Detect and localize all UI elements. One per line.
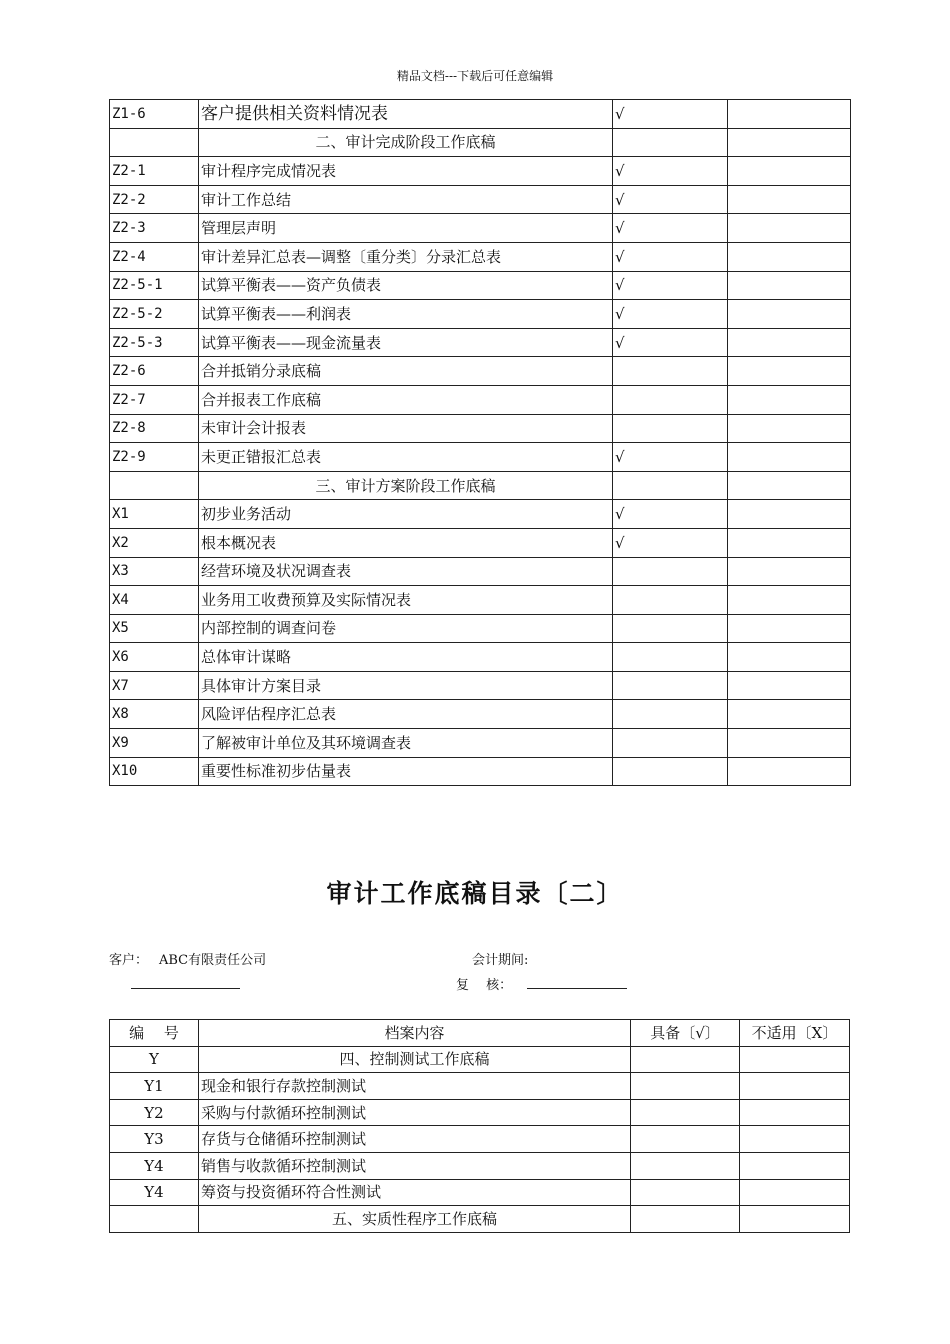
row-content: 内部控制的调查问卷 bbox=[199, 614, 613, 643]
row-content: 筹资与投资循环符合性测试 bbox=[199, 1179, 631, 1206]
table-row bbox=[110, 385, 851, 414]
row-na-mark bbox=[728, 671, 851, 700]
table-row bbox=[110, 1206, 850, 1233]
table-row bbox=[110, 500, 851, 529]
row-have-mark bbox=[613, 414, 728, 443]
table-row bbox=[110, 643, 851, 672]
row-have-mark bbox=[613, 757, 728, 786]
row-code: Z2-2 bbox=[110, 185, 199, 214]
row-na-mark bbox=[740, 1099, 850, 1126]
table-row bbox=[110, 1152, 850, 1179]
row-content: 合并报表工作底稿 bbox=[199, 385, 613, 414]
row-na-mark bbox=[728, 586, 851, 615]
period-label: 会计期间: bbox=[472, 953, 529, 968]
table-row bbox=[110, 100, 851, 129]
row-content: 试算平衡表——现金流量表 bbox=[199, 328, 613, 357]
row-content: 试算平衡表——利润表 bbox=[199, 300, 613, 329]
row-have-mark bbox=[613, 471, 728, 500]
row-content: 管理层声明 bbox=[199, 214, 613, 243]
row-code: X3 bbox=[110, 557, 199, 586]
row-have-mark: √ bbox=[613, 500, 728, 529]
row-na-mark bbox=[728, 357, 851, 386]
row-content: 审计程序完成情况表 bbox=[199, 157, 613, 186]
row-have-mark: √ bbox=[613, 157, 728, 186]
table-row bbox=[110, 300, 851, 329]
table-row bbox=[110, 557, 851, 586]
row-code: Z2-5-2 bbox=[110, 300, 199, 329]
row-content: 销售与收款循环控制测试 bbox=[199, 1152, 631, 1179]
row-na-mark bbox=[728, 414, 851, 443]
row-na-mark bbox=[740, 1073, 850, 1100]
row-content: 存货与仓储循环控制测试 bbox=[199, 1126, 631, 1153]
row-na-mark bbox=[728, 528, 851, 557]
row-content: 具体审计方案目录 bbox=[199, 671, 613, 700]
table-row bbox=[110, 1179, 850, 1206]
row-content: 根本概况表 bbox=[199, 528, 613, 557]
table-row bbox=[110, 414, 851, 443]
row-content: 审计差异汇总表—调整〔重分类〕分录汇总表 bbox=[199, 242, 613, 271]
row-na-mark bbox=[728, 328, 851, 357]
row-code bbox=[110, 128, 199, 157]
row-na-mark bbox=[740, 1126, 850, 1153]
row-content: 经营环境及状况调查表 bbox=[199, 557, 613, 586]
row-content: 初步业务活动 bbox=[199, 500, 613, 529]
table-row bbox=[110, 757, 851, 786]
row-na-mark bbox=[740, 1206, 850, 1233]
row-na-mark bbox=[728, 242, 851, 271]
row-have-mark bbox=[631, 1046, 740, 1073]
table-row bbox=[110, 1126, 850, 1153]
row-have-mark bbox=[613, 671, 728, 700]
row-na-mark bbox=[728, 643, 851, 672]
workpaper-table-1 bbox=[109, 99, 851, 786]
row-code: X9 bbox=[110, 729, 199, 758]
row-have-mark: √ bbox=[613, 328, 728, 357]
row-have-mark bbox=[613, 357, 728, 386]
row-code: Z2-7 bbox=[110, 385, 199, 414]
row-have-mark bbox=[613, 128, 728, 157]
row-have-mark bbox=[613, 700, 728, 729]
row-code: Z2-9 bbox=[110, 443, 199, 472]
row-code: Z2-1 bbox=[110, 157, 199, 186]
row-code: X5 bbox=[110, 614, 199, 643]
row-content: 了解被审计单位及其环境调查表 bbox=[199, 729, 613, 758]
client-label: 客户： bbox=[109, 953, 149, 968]
row-content: 客户提供相关资料情况表 bbox=[199, 100, 613, 129]
row-have-mark: √ bbox=[613, 214, 728, 243]
row-have-mark bbox=[613, 614, 728, 643]
row-code: Z2-5-1 bbox=[110, 271, 199, 300]
section-heading: 四、控制测试工作底稿 bbox=[199, 1046, 631, 1073]
row-have-mark bbox=[613, 385, 728, 414]
section-heading: 二、审计完成阶段工作底稿 bbox=[199, 128, 613, 157]
row-na-mark bbox=[728, 757, 851, 786]
row-na-mark bbox=[728, 214, 851, 243]
row-have-mark: √ bbox=[613, 100, 728, 129]
table-row bbox=[110, 185, 851, 214]
row-na-mark bbox=[728, 100, 851, 129]
header-code: 编 号 bbox=[110, 1020, 199, 1047]
row-code: Z2-4 bbox=[110, 242, 199, 271]
row-have-mark bbox=[613, 643, 728, 672]
row-content: 业务用工收费预算及实际情况表 bbox=[199, 586, 613, 615]
page-title: 审计工作底稿目录〔二〕 bbox=[326, 879, 624, 908]
row-code: X6 bbox=[110, 643, 199, 672]
row-code: Z1-6 bbox=[110, 100, 199, 129]
row-na-mark bbox=[740, 1046, 850, 1073]
table-row bbox=[110, 700, 851, 729]
section-heading: 三、审计方案阶段工作底稿 bbox=[199, 471, 613, 500]
row-na-mark bbox=[728, 557, 851, 586]
row-na-mark bbox=[728, 385, 851, 414]
row-content: 试算平衡表——资产负债表 bbox=[199, 271, 613, 300]
row-code bbox=[110, 1206, 199, 1233]
row-code: X4 bbox=[110, 586, 199, 615]
client-value: ABC有限责任公司 bbox=[159, 953, 267, 968]
row-have-mark: √ bbox=[613, 443, 728, 472]
workpaper-table-2 bbox=[109, 1019, 850, 1233]
table-row bbox=[110, 214, 851, 243]
row-content: 总体审计谋略 bbox=[199, 643, 613, 672]
row-na-mark bbox=[728, 300, 851, 329]
row-have-mark bbox=[631, 1073, 740, 1100]
table-header-row bbox=[110, 1020, 850, 1047]
row-content: 现金和银行存款控制测试 bbox=[199, 1073, 631, 1100]
row-code: X8 bbox=[110, 700, 199, 729]
row-have-mark bbox=[613, 557, 728, 586]
row-na-mark bbox=[728, 443, 851, 472]
row-have-mark bbox=[613, 729, 728, 758]
row-code: Z2-6 bbox=[110, 357, 199, 386]
row-content: 采购与付款循环控制测试 bbox=[199, 1099, 631, 1126]
workpaper-table-1-body bbox=[110, 100, 851, 786]
row-have-mark: √ bbox=[613, 300, 728, 329]
header-note: 精品文档---下载后可任意编辑 bbox=[396, 69, 554, 83]
section-heading: 五、实质性程序工作底稿 bbox=[199, 1206, 631, 1233]
row-na-mark bbox=[728, 185, 851, 214]
row-code: Y4 bbox=[110, 1152, 199, 1179]
row-code: X2 bbox=[110, 528, 199, 557]
table-row bbox=[110, 671, 851, 700]
row-code: Z2-3 bbox=[110, 214, 199, 243]
row-have-mark bbox=[613, 586, 728, 615]
row-na-mark bbox=[728, 700, 851, 729]
table-row bbox=[110, 729, 851, 758]
row-have-mark bbox=[631, 1179, 740, 1206]
table-row bbox=[110, 271, 851, 300]
row-code: X1 bbox=[110, 500, 199, 529]
table-row bbox=[110, 357, 851, 386]
row-code: Z2-5-3 bbox=[110, 328, 199, 357]
signature-line-review bbox=[527, 988, 627, 989]
row-content: 未更正错报汇总表 bbox=[199, 443, 613, 472]
row-code: Z2-8 bbox=[110, 414, 199, 443]
row-code: Y bbox=[110, 1046, 199, 1073]
table-row bbox=[110, 1073, 850, 1100]
row-code: Y2 bbox=[110, 1099, 199, 1126]
row-na-mark bbox=[728, 271, 851, 300]
table-row bbox=[110, 614, 851, 643]
table-row bbox=[110, 157, 851, 186]
table-row bbox=[110, 1099, 850, 1126]
row-na-mark bbox=[728, 500, 851, 529]
table-row bbox=[110, 471, 851, 500]
row-have-mark bbox=[631, 1099, 740, 1126]
header-content: 档案内容 bbox=[199, 1020, 631, 1047]
row-code: X10 bbox=[110, 757, 199, 786]
row-have-mark: √ bbox=[613, 271, 728, 300]
table-row bbox=[110, 328, 851, 357]
row-code: Y3 bbox=[110, 1126, 199, 1153]
workpaper-table-2-body bbox=[110, 1046, 850, 1232]
row-code: Y4 bbox=[110, 1179, 199, 1206]
row-na-mark bbox=[728, 471, 851, 500]
row-content: 合并抵销分录底稿 bbox=[199, 357, 613, 386]
row-content: 风险评估程序汇总表 bbox=[199, 700, 613, 729]
table-row bbox=[110, 528, 851, 557]
row-code: X7 bbox=[110, 671, 199, 700]
table-row bbox=[110, 443, 851, 472]
row-code: Y1 bbox=[110, 1073, 199, 1100]
table-row bbox=[110, 1046, 850, 1073]
row-na-mark bbox=[740, 1152, 850, 1179]
signature-line-left bbox=[131, 988, 240, 989]
row-code bbox=[110, 471, 199, 500]
table-row bbox=[110, 586, 851, 615]
row-have-mark: √ bbox=[613, 528, 728, 557]
review-label: 复 核： bbox=[456, 978, 513, 993]
row-na-mark bbox=[728, 157, 851, 186]
row-na-mark bbox=[740, 1179, 850, 1206]
row-content: 重要性标准初步估量表 bbox=[199, 757, 613, 786]
header-have: 具备〔√〕 bbox=[631, 1020, 740, 1047]
row-have-mark: √ bbox=[613, 185, 728, 214]
header-na: 不适用〔X〕 bbox=[740, 1020, 850, 1047]
row-have-mark bbox=[631, 1152, 740, 1179]
row-na-mark bbox=[728, 729, 851, 758]
row-have-mark: √ bbox=[613, 242, 728, 271]
table-row bbox=[110, 128, 851, 157]
table-row bbox=[110, 242, 851, 271]
row-na-mark bbox=[728, 128, 851, 157]
row-na-mark bbox=[728, 614, 851, 643]
row-have-mark bbox=[631, 1206, 740, 1233]
row-content: 未审计会计报表 bbox=[199, 414, 613, 443]
row-content: 审计工作总结 bbox=[199, 185, 613, 214]
row-have-mark bbox=[631, 1126, 740, 1153]
